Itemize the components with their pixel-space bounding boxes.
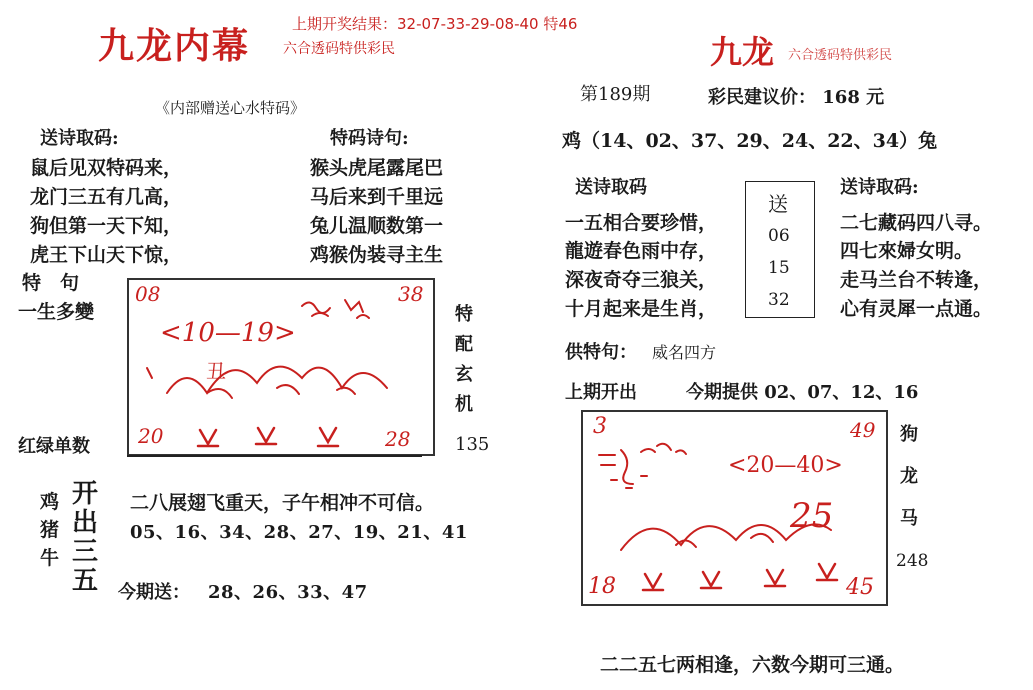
- right-side-num: 248: [896, 551, 929, 571]
- today-nums: 28、26、33、47: [208, 582, 368, 603]
- ji-line: 鸡（14、02、37、29、24、22、34）兔: [562, 130, 938, 152]
- send-box-num-1: 06: [768, 226, 790, 246]
- left-poem-heading-right: 特码诗句:: [330, 128, 409, 149]
- left-side-v-1: 特: [455, 304, 473, 325]
- left-subtitle: 六合透码特供彩民: [283, 41, 395, 57]
- right-poem-left-4: 十月起来是生肖，: [565, 298, 718, 320]
- right-box-mid: 25: [790, 496, 834, 536]
- right-poem-right-2: 四七來婦女明。: [840, 240, 974, 262]
- left-arrow-marks: [195, 424, 395, 454]
- right-poem-right-3: 走马兰台不转逢，: [840, 269, 993, 291]
- hongllu-label: 红绿单数: [18, 436, 90, 457]
- today-label: 今期送：: [118, 582, 190, 603]
- right-poem-heading-right: 送诗取码:: [840, 177, 919, 198]
- right-box-br: 45: [846, 575, 874, 600]
- left-side-v-4: 机: [455, 394, 473, 415]
- left-box-br: 28: [385, 427, 411, 451]
- gong-text: 威名四方: [652, 343, 717, 362]
- kai-chu-text: 开出三五: [71, 479, 98, 596]
- right-box-sketch: [581, 410, 888, 606]
- animal-v-2: 猪: [40, 519, 60, 541]
- left-special-text: 一生多變: [18, 301, 95, 323]
- right-box-tr: 49: [850, 418, 876, 442]
- left-poem-right-2: 马后来到千里远: [310, 186, 444, 208]
- left-poem-heading-left: 送诗取码:: [40, 128, 119, 149]
- top-result: 上期开奖结果：32-07-33-29-08-40 特46: [292, 15, 578, 33]
- left-poem-left-1: 鼠后见双特码来，: [30, 157, 183, 179]
- right-poem-right-1: 二七藏码四八寻。: [840, 212, 993, 234]
- send-box-label: 送: [768, 192, 788, 216]
- issue: 第189期: [580, 84, 651, 105]
- hongllu-value: 135: [455, 434, 490, 455]
- animal-v-1: 鸡: [40, 491, 60, 513]
- send-box-num-3: 32: [768, 290, 790, 310]
- left-poem-left-2: 龙门三五有几高，: [30, 186, 183, 208]
- gong-label: 供特句：: [565, 342, 637, 363]
- send-box-num-2: 15: [768, 258, 790, 278]
- left-box-tl: 08: [135, 282, 161, 306]
- left-box-baseline: [127, 455, 422, 457]
- last-label: 上期开出: [565, 382, 637, 403]
- left-side-v-2: 配: [455, 334, 473, 355]
- left-poem-right-3: 兔儿温顺数第一: [310, 215, 444, 237]
- right-side-v-1: 狗: [900, 424, 918, 445]
- right-title: 九龙: [710, 33, 775, 71]
- left-box-range: <10—19>: [160, 318, 296, 348]
- left-poem-right-1: 猴头虎尾露尾巴: [310, 157, 444, 179]
- left-box-mark: 丑: [206, 359, 226, 383]
- left-poem-left-3: 狗但第一天下知，: [30, 215, 183, 237]
- right-poem-left-3: 深夜奇夺三狼关，: [565, 269, 718, 291]
- right-poem-right-4: 心有灵犀一点通。: [840, 298, 993, 320]
- left-poem-right-4: 鸡猴伪装寻主生: [310, 244, 444, 266]
- right-box-bl: 18: [588, 574, 616, 599]
- left-line1: 二八展翅飞重天，子午相冲不可信。: [130, 492, 435, 514]
- right-box-tl: 3: [593, 414, 607, 439]
- right-side-v-3: 马: [900, 508, 918, 529]
- animal-v-3: 牛: [40, 547, 60, 569]
- right-poem-left-1: 一五相合要珍惜，: [565, 212, 718, 234]
- right-bottom: 二二五七两相逢，六数今期可三通。: [600, 654, 905, 676]
- left-box-bl: 20: [138, 424, 164, 448]
- price: 彩民建议价： 168 元: [708, 87, 885, 108]
- right-box-range: <20—40>: [728, 453, 843, 478]
- right-poem-left-2: 龍遊春色雨中存，: [565, 240, 718, 262]
- right-side-v-2: 龙: [900, 466, 918, 487]
- left-side-v-3: 玄: [455, 364, 473, 385]
- provide: 今期提供 02、07、12、16: [686, 382, 919, 403]
- right-subtitle: 六合透码特供彩民: [788, 48, 893, 63]
- right-poem-heading-left: 送诗取码: [575, 177, 647, 198]
- left-inner-title: 《内部赠送心水特码》: [155, 99, 306, 117]
- left-box-tr: 38: [398, 282, 424, 306]
- left-special-label: 特 句: [22, 272, 80, 294]
- left-title: 九龙内幕: [98, 25, 251, 67]
- left-poem-left-4: 虎王下山天下惊，: [30, 244, 183, 266]
- left-line2: 05、16、34、28、27、19、21、41: [130, 522, 468, 543]
